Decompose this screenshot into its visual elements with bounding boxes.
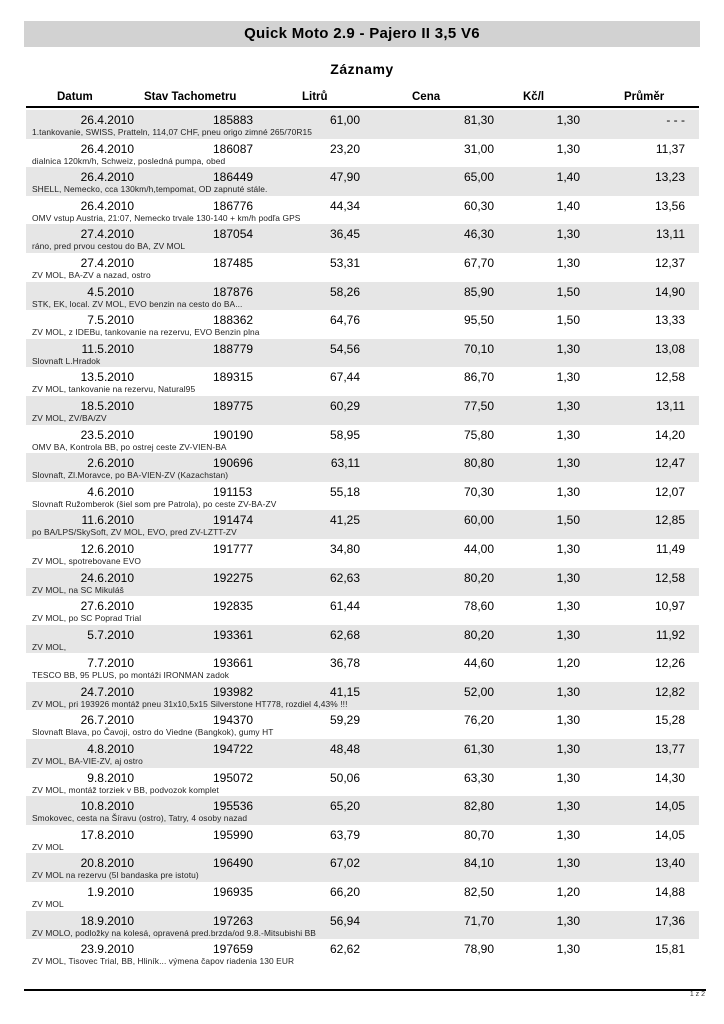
record-liters: 67,44 <box>329 370 360 385</box>
record-average: 13,08 <box>654 341 685 356</box>
record-odometer: 194722 <box>213 742 254 757</box>
record-average: 13,23 <box>654 170 685 185</box>
table-row <box>26 425 699 454</box>
record-average: 12,26 <box>654 656 685 671</box>
record-liters: 48,48 <box>329 742 360 757</box>
record-average: 14,88 <box>654 885 685 900</box>
table-row <box>26 939 699 968</box>
record-values <box>26 856 699 870</box>
record-liters: 62,68 <box>329 627 360 642</box>
record-date: 24.7.2010 <box>80 684 134 699</box>
record-liters: 61,44 <box>329 599 360 614</box>
table-row <box>26 539 699 568</box>
table-row <box>26 139 699 168</box>
record-values <box>26 142 699 156</box>
record-values <box>26 199 699 213</box>
record-date: 4.6.2010 <box>87 484 134 499</box>
record-liters: 55,18 <box>329 484 360 499</box>
record-unit-price: 1,40 <box>556 198 580 213</box>
record-price: 80,80 <box>463 456 494 471</box>
record-odometer: 188362 <box>213 313 254 328</box>
record-date: 12.6.2010 <box>80 541 134 556</box>
record-note: Slovnaft Blava, po Čavoji, ostro do Viedne (Bangkok), gumy HT <box>32 727 274 738</box>
record-odometer: 186776 <box>213 198 254 213</box>
record-liters: 36,78 <box>329 656 360 671</box>
record-unit-price: 1,30 <box>556 398 580 413</box>
record-average: 13,56 <box>654 198 685 213</box>
table-row <box>26 653 699 682</box>
table-row <box>26 596 699 625</box>
record-liters: 34,80 <box>329 541 360 556</box>
record-unit-price: 1,40 <box>556 170 580 185</box>
table-row <box>26 568 699 597</box>
record-date: 23.9.2010 <box>80 942 134 957</box>
record-price: 76,20 <box>463 713 494 728</box>
record-liters: 63,11 <box>330 456 360 471</box>
table-row <box>26 224 699 253</box>
record-values <box>26 170 699 184</box>
record-odometer: 190190 <box>213 427 254 442</box>
record-note: OMV vstup Austria, 21:07, Nemecko trvale 130-140 + km/h podľa GPS <box>32 212 301 223</box>
record-values <box>26 571 699 585</box>
record-price: 67,70 <box>463 255 494 270</box>
record-unit-price: 1,30 <box>556 484 580 499</box>
record-average: 15,28 <box>654 713 685 728</box>
table-row <box>26 482 699 511</box>
record-odometer: 187054 <box>213 227 254 242</box>
record-odometer: 193361 <box>213 627 254 642</box>
table-row <box>26 367 699 396</box>
record-unit-price: 1,50 <box>556 513 580 528</box>
record-odometer: 194370 <box>213 713 254 728</box>
record-date: 27.4.2010 <box>80 255 134 270</box>
record-price: 77,50 <box>463 398 494 413</box>
col-date: Datum <box>57 91 93 103</box>
record-note: TESCO BB, 95 PLUS, po montáži IRONMAN zadok <box>32 670 229 681</box>
record-unit-price: 1,30 <box>556 255 580 270</box>
record-price: 81,30 <box>463 113 494 127</box>
record-liters: 62,62 <box>329 942 360 957</box>
record-price: 71,70 <box>463 913 494 928</box>
record-liters: 47,90 <box>329 170 360 185</box>
record-liters: 41,15 <box>329 684 360 699</box>
record-average: 11,37 <box>655 141 685 156</box>
record-liters: 63,79 <box>329 827 360 842</box>
record-note: ZV MOL, BA-VIE-ZV, aj ostro <box>32 756 143 767</box>
record-liters: 62,63 <box>329 570 360 585</box>
table-row <box>26 710 699 739</box>
record-values <box>26 713 699 727</box>
table-row <box>26 625 699 654</box>
record-values <box>26 828 699 842</box>
record-unit-price: 1,50 <box>556 313 580 328</box>
record-values <box>26 113 699 127</box>
record-values <box>26 370 699 384</box>
record-date: 5.7.2010 <box>87 627 134 642</box>
record-unit-price: 1,30 <box>556 227 580 242</box>
table-row <box>26 396 699 425</box>
record-average: 11,92 <box>655 627 685 642</box>
record-price: 46,30 <box>463 227 494 242</box>
record-average: 14,05 <box>654 799 685 814</box>
record-odometer: 192275 <box>213 570 254 585</box>
record-odometer: 191474 <box>213 513 254 528</box>
record-values <box>26 771 699 785</box>
record-unit-price: 1,30 <box>556 913 580 928</box>
record-average: 12,07 <box>654 484 685 499</box>
record-odometer: 189315 <box>213 370 254 385</box>
record-unit-price: 1,30 <box>556 341 580 356</box>
record-price: 82,80 <box>463 799 494 814</box>
record-values <box>26 599 699 613</box>
report-title: Quick Moto 2.9 - Pajero II 3,5 V6 <box>24 21 700 47</box>
record-odometer: 195072 <box>213 770 254 785</box>
record-note: ZV MOL <box>32 899 64 910</box>
record-odometer: 191153 <box>213 484 253 499</box>
record-date: 17.8.2010 <box>80 827 134 842</box>
table-row <box>26 739 699 768</box>
table-row <box>26 339 699 368</box>
footer-divider <box>24 989 706 991</box>
record-odometer: 185883 <box>213 113 254 127</box>
record-unit-price: 1,20 <box>556 656 580 671</box>
record-values <box>26 628 699 642</box>
table-row <box>26 196 699 225</box>
record-average: 17,36 <box>654 913 685 928</box>
record-unit-price: 1,30 <box>556 570 580 585</box>
table-row <box>26 853 699 882</box>
record-note: Slovnaft Ružomberok (šiel som pre Patrola), po ceste ZV-BA-ZV <box>32 498 277 509</box>
record-date: 10.8.2010 <box>80 799 134 814</box>
record-average: 13,40 <box>654 856 685 871</box>
record-price: 61,30 <box>463 742 494 757</box>
record-price: 80,70 <box>463 827 494 842</box>
record-price: 44,00 <box>463 541 494 556</box>
record-price: 52,00 <box>463 684 494 699</box>
record-note: po BA/LPS/SkySoft, ZV MOL, EVO, pred ZV-LZTT-ZV <box>32 527 237 538</box>
record-date: 13.5.2010 <box>80 370 134 385</box>
record-values <box>26 742 699 756</box>
record-liters: 54,56 <box>329 341 360 356</box>
col-price: Cena <box>412 91 441 103</box>
record-price: 70,10 <box>463 341 494 356</box>
record-odometer: 186449 <box>213 170 254 185</box>
record-unit-price: 1,30 <box>556 942 580 957</box>
record-liters: 50,06 <box>329 770 360 785</box>
record-unit-price: 1,50 <box>556 284 580 299</box>
record-unit-price: 1,30 <box>556 684 580 699</box>
record-values <box>26 914 699 928</box>
record-note: OMV BA, Kontrola BB, po ostrej ceste ZV-VIEN-BA <box>32 441 227 452</box>
record-odometer: 191777 <box>213 541 254 556</box>
record-average: 10,97 <box>654 599 685 614</box>
col-average: Průměr <box>624 91 665 103</box>
table-header <box>26 89 699 108</box>
record-unit-price: 1,30 <box>556 141 580 156</box>
record-price: 85,90 <box>463 284 494 299</box>
record-date: 7.7.2010 <box>87 656 134 671</box>
record-price: 65,00 <box>463 170 494 185</box>
record-liters: 41,25 <box>329 513 360 528</box>
record-values <box>26 799 699 813</box>
record-date: 18.5.2010 <box>80 398 134 413</box>
table-row <box>26 796 699 825</box>
record-note: SHELL, Nemecko, cca 130km/h,tempomat, OD zapnuté stále. <box>32 184 268 195</box>
record-values <box>26 685 699 699</box>
record-note: ZV MOL, po SC Poprad Trial <box>32 613 142 624</box>
record-average: 14,05 <box>654 827 685 842</box>
record-note: Smokovec, cesta na Šíravu (ostro), Tatry, 4 osoby nazad <box>32 813 248 824</box>
record-liters: 64,76 <box>329 313 360 328</box>
record-liters: 65,20 <box>329 799 360 814</box>
record-liters: 56,94 <box>329 913 360 928</box>
table-row <box>26 682 699 711</box>
record-note: ZV MOL <box>32 841 64 852</box>
record-average: - - - <box>666 113 685 127</box>
record-average: 15,81 <box>654 942 685 957</box>
table-row <box>26 510 699 539</box>
record-note: ráno, pred prvou cestou do BA, ZV MOL <box>32 241 186 252</box>
record-values <box>26 285 699 299</box>
record-note: 1.tankovanie, SWISS, Pratteln, 114,07 CHF, pneu origo zimné 265/70R15 <box>32 127 313 137</box>
table-row <box>26 882 699 911</box>
record-values <box>26 656 699 670</box>
record-liters: 23,20 <box>329 141 360 156</box>
record-note: ZV MOL, BA-ZV a nazad, ostro <box>32 269 151 280</box>
record-average: 13,11 <box>655 398 685 413</box>
record-date: 2.6.2010 <box>87 456 134 471</box>
record-liters: 36,45 <box>329 227 360 242</box>
record-unit-price: 1,20 <box>556 885 580 900</box>
record-price: 60,30 <box>463 198 494 213</box>
record-average: 12,58 <box>654 570 685 585</box>
record-price: 78,60 <box>463 599 494 614</box>
record-liters: 67,02 <box>329 856 360 871</box>
record-liters: 59,29 <box>329 713 360 728</box>
record-average: 11,49 <box>655 541 685 556</box>
record-date: 18.9.2010 <box>80 913 134 928</box>
record-odometer: 192835 <box>213 599 254 614</box>
col-unit-price: Kč/l <box>523 91 545 103</box>
record-date: 26.4.2010 <box>80 198 134 213</box>
record-date: 23.5.2010 <box>80 427 134 442</box>
record-values <box>26 542 699 556</box>
record-price: 80,20 <box>463 627 494 642</box>
record-average: 12,82 <box>654 684 685 699</box>
record-price: 80,20 <box>463 570 494 585</box>
record-values <box>26 513 699 527</box>
record-note: ZV MOL, pri 193926 montáž pneu 31x10,5x15 Silverstone HT778, rozdiel 4,43% !!! <box>32 698 348 709</box>
record-liters: 60,29 <box>329 398 360 413</box>
record-price: 86,70 <box>463 370 494 385</box>
page-number: 1 z 2 <box>689 991 705 998</box>
record-price: 60,00 <box>463 513 494 528</box>
record-date: 11.5.2010 <box>81 341 134 356</box>
table-row <box>26 825 699 854</box>
record-date: 7.5.2010 <box>87 313 134 328</box>
record-unit-price: 1,30 <box>556 456 580 471</box>
record-unit-price: 1,30 <box>556 742 580 757</box>
record-odometer: 188779 <box>213 341 254 356</box>
record-note: ZV MOL, z IDEBu, tankovanie na rezervu, EVO Benzin plna <box>32 327 260 338</box>
table-row <box>26 253 699 282</box>
record-odometer: 193982 <box>213 684 254 699</box>
record-price: 63,30 <box>463 770 494 785</box>
record-average: 12,37 <box>654 255 685 270</box>
record-note: ZV MOL, tankovanie na rezervu, Natural95 <box>32 384 196 395</box>
record-date: 4.5.2010 <box>87 284 134 299</box>
record-note: STK, EK, local. ZV MOL, EVO benzin na cesto do BA... <box>32 298 243 309</box>
record-values <box>26 485 699 499</box>
table-row <box>26 282 699 311</box>
record-odometer: 197659 <box>213 942 254 957</box>
record-note: ZV MOL, spotrebovane EVO <box>32 555 141 566</box>
record-note: Slovnaft, Zl.Moravce, po BA-VIEN-ZV (Kazachstan) <box>32 470 229 481</box>
record-odometer: 186087 <box>213 141 254 156</box>
record-note: Slovnaft L.Hradok <box>32 355 101 366</box>
record-price: 84,10 <box>463 856 494 871</box>
record-values <box>26 227 699 241</box>
record-values <box>26 942 699 956</box>
record-average: 12,47 <box>654 456 685 471</box>
record-price: 75,80 <box>463 427 494 442</box>
table-row <box>26 911 699 940</box>
record-date: 26.7.2010 <box>80 713 134 728</box>
record-note: ZV MOL, na SC Mikuláš <box>32 584 124 595</box>
record-price: 31,00 <box>463 141 494 156</box>
record-note: ZV MOL na rezervu (5l bandaska pre istotu) <box>32 870 199 881</box>
record-unit-price: 1,30 <box>556 856 580 871</box>
record-unit-price: 1,30 <box>556 627 580 642</box>
record-average: 13,11 <box>655 227 685 242</box>
record-unit-price: 1,30 <box>556 370 580 385</box>
record-average: 12,85 <box>654 513 685 528</box>
record-values <box>26 342 699 356</box>
record-values <box>26 399 699 413</box>
record-values <box>26 456 699 470</box>
table-row <box>26 110 699 139</box>
record-note: ZV MOL, montáž torziek v BB, podvozok komplet <box>32 784 219 795</box>
record-odometer: 190696 <box>213 456 254 471</box>
record-price: 82,50 <box>463 885 494 900</box>
record-note: ZV MOL, <box>32 641 67 652</box>
record-note: ZV MOL, Tisovec Trial, BB, Hliník... výmena čapov riadenia 130 EUR <box>32 956 295 967</box>
table-row <box>26 453 699 482</box>
record-odometer: 189775 <box>213 398 254 413</box>
record-note: ZV MOL, ZV/BA/ZV <box>32 412 107 423</box>
record-liters: 58,26 <box>329 284 360 299</box>
table-row <box>26 310 699 339</box>
record-unit-price: 1,30 <box>556 541 580 556</box>
record-odometer: 197263 <box>213 913 254 928</box>
record-average: 13,33 <box>654 313 685 328</box>
record-odometer: 195536 <box>213 799 254 814</box>
record-date: 27.6.2010 <box>80 599 134 614</box>
record-liters: 61,00 <box>329 113 360 127</box>
record-average: 14,90 <box>654 284 685 299</box>
record-date: 9.8.2010 <box>87 770 134 785</box>
record-unit-price: 1,30 <box>556 770 580 785</box>
record-date: 26.4.2010 <box>80 170 134 185</box>
col-liters: Litrů <box>302 91 328 103</box>
record-average: 13,77 <box>654 742 685 757</box>
record-average: 14,20 <box>654 427 685 442</box>
record-values <box>26 313 699 327</box>
record-unit-price: 1,30 <box>556 113 580 127</box>
record-values <box>26 885 699 899</box>
record-price: 70,30 <box>463 484 494 499</box>
record-date: 4.8.2010 <box>87 742 134 757</box>
record-liters: 53,31 <box>329 255 360 270</box>
record-unit-price: 1,30 <box>556 713 580 728</box>
record-date: 11.6.2010 <box>81 513 134 528</box>
record-unit-price: 1,30 <box>556 427 580 442</box>
record-unit-price: 1,30 <box>556 827 580 842</box>
record-date: 27.4.2010 <box>80 227 134 242</box>
record-liters: 44,34 <box>329 198 360 213</box>
record-liters: 58,95 <box>329 427 360 442</box>
record-liters: 66,20 <box>329 885 360 900</box>
record-odometer: 193661 <box>213 656 254 671</box>
record-price: 78,90 <box>463 942 494 957</box>
record-date: 26.4.2010 <box>80 113 134 127</box>
record-odometer: 187485 <box>213 255 254 270</box>
record-price: 44,60 <box>463 656 494 671</box>
record-date: 20.8.2010 <box>80 856 134 871</box>
record-odometer: 196935 <box>213 885 254 900</box>
records-list <box>26 110 699 968</box>
record-note: dialnica 120km/h, Schweiz, posledná pumpa, obed <box>32 155 226 166</box>
record-average: 12,58 <box>654 370 685 385</box>
record-values <box>26 256 699 270</box>
table-row <box>26 768 699 797</box>
record-price: 95,50 <box>463 313 494 328</box>
record-date: 1.9.2010 <box>87 885 134 900</box>
record-odometer: 195990 <box>213 827 254 842</box>
record-unit-price: 1,30 <box>556 599 580 614</box>
record-date: 24.6.2010 <box>80 570 134 585</box>
record-values <box>26 428 699 442</box>
record-odometer: 187876 <box>213 284 254 299</box>
record-average: 14,30 <box>654 770 685 785</box>
table-row <box>26 167 699 196</box>
record-unit-price: 1,30 <box>556 799 580 814</box>
section-title: Záznamy <box>330 61 394 77</box>
record-odometer: 196490 <box>213 856 254 871</box>
record-date: 26.4.2010 <box>80 141 134 156</box>
record-note: ZV MOLO, podložky na kolesá, opravená pred.brzda/od 9.8.-Mitsubishi BB <box>32 927 316 938</box>
col-odometer: Stav Tachometru <box>144 91 237 103</box>
